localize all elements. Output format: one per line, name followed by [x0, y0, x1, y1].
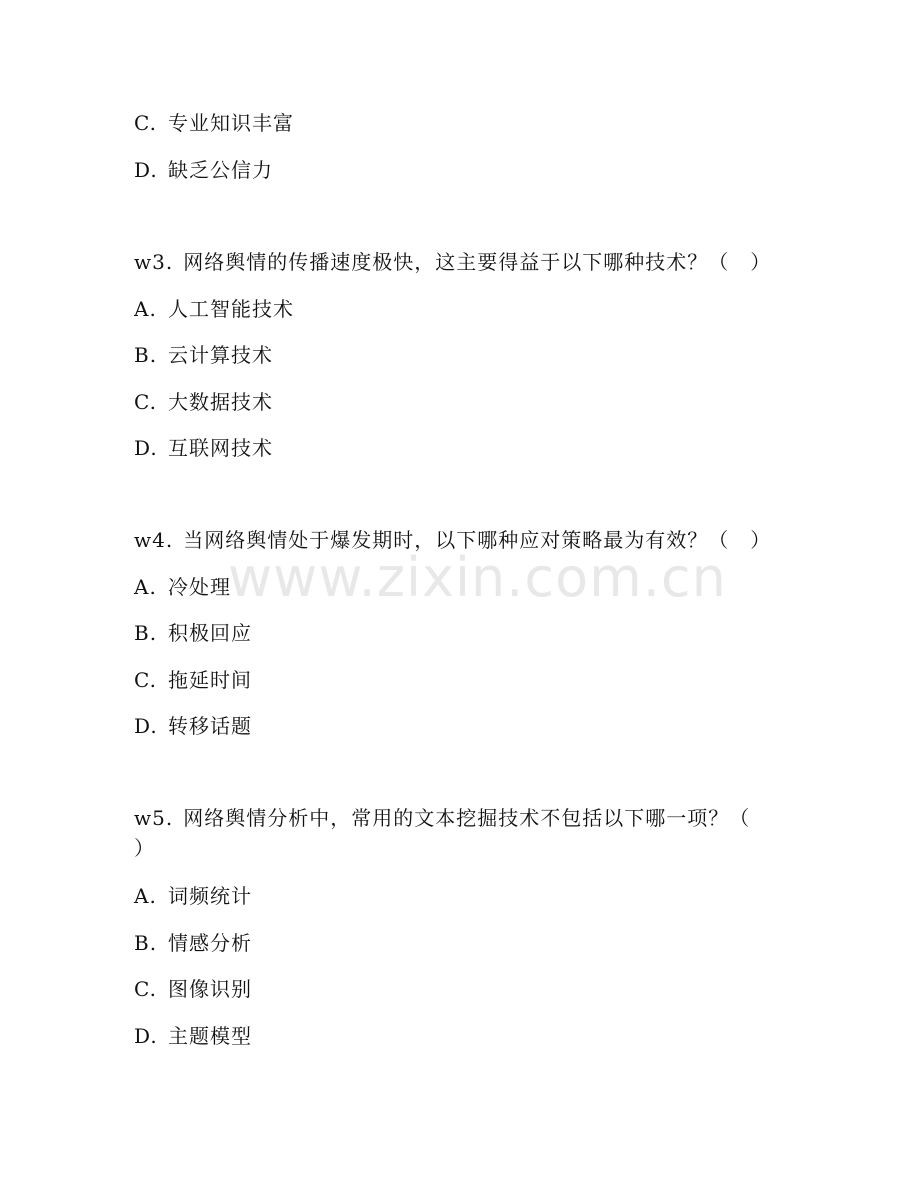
option-b[interactable] [134, 343, 273, 367]
option-text: 大数据技术 [168, 390, 273, 414]
option-d[interactable] [134, 436, 273, 460]
question-w5 [134, 806, 750, 830]
option-text: 词频统计 [168, 884, 252, 908]
option-d[interactable] [134, 158, 273, 182]
option-text: 情感分析 [168, 931, 252, 955]
question-number: w3. [134, 250, 174, 274]
option-text: 图像识别 [168, 977, 252, 1001]
option-a[interactable] [134, 297, 294, 321]
option-letter: C. [134, 668, 157, 692]
question-text-continuation: ） [134, 836, 155, 860]
option-c[interactable] [134, 111, 294, 135]
option-text: 互联网技术 [168, 436, 273, 460]
option-letter: C. [134, 111, 157, 135]
option-letter: B. [134, 343, 158, 367]
question-number: w5. [134, 806, 174, 830]
option-letter: D. [134, 1024, 158, 1048]
question-number: w4. [134, 528, 174, 552]
option-c[interactable] [134, 390, 273, 414]
question-text: 网络舆情的传播速度极快，这主要得益于以下哪种技术？（ ） [183, 250, 772, 274]
question-text: 当网络舆情处于爆发期时，以下哪种应对策略最为有效？（ ） [183, 528, 772, 552]
option-c[interactable] [134, 668, 252, 692]
option-a[interactable] [134, 575, 231, 599]
option-letter: B. [134, 931, 158, 955]
option-text: 冷处理 [168, 575, 231, 599]
option-text: 云计算技术 [168, 343, 273, 367]
option-text: 专业知识丰富 [168, 111, 294, 135]
option-text: 积极回应 [168, 621, 252, 645]
option-text: 人工智能技术 [168, 297, 294, 321]
question-w4 [134, 528, 771, 552]
option-letter: D. [134, 158, 158, 182]
option-text: 拖延时间 [168, 668, 252, 692]
option-text: 主题模型 [168, 1024, 252, 1048]
option-letter: A. [134, 575, 157, 599]
option-letter: C. [134, 390, 157, 414]
option-letter: C. [134, 977, 157, 1001]
option-d[interactable] [134, 1024, 252, 1048]
option-b[interactable] [134, 931, 252, 955]
watermark-text: www.zixin.com.cn [228, 546, 727, 609]
option-b[interactable] [134, 621, 252, 645]
option-a[interactable] [134, 884, 252, 908]
option-letter: A. [134, 884, 157, 908]
option-letter: A. [134, 297, 157, 321]
option-text: 缺乏公信力 [168, 158, 273, 182]
question-w3 [134, 250, 771, 274]
option-letter: D. [134, 436, 158, 460]
option-letter: D. [134, 714, 158, 738]
question-text: 网络舆情分析中，常用的文本挖掘技术不包括以下哪一项？（ [183, 806, 751, 830]
option-text: 转移话题 [168, 714, 252, 738]
option-c[interactable] [134, 977, 252, 1001]
option-letter: B. [134, 621, 158, 645]
question-w5-continuation [134, 836, 155, 860]
option-d[interactable] [134, 714, 252, 738]
